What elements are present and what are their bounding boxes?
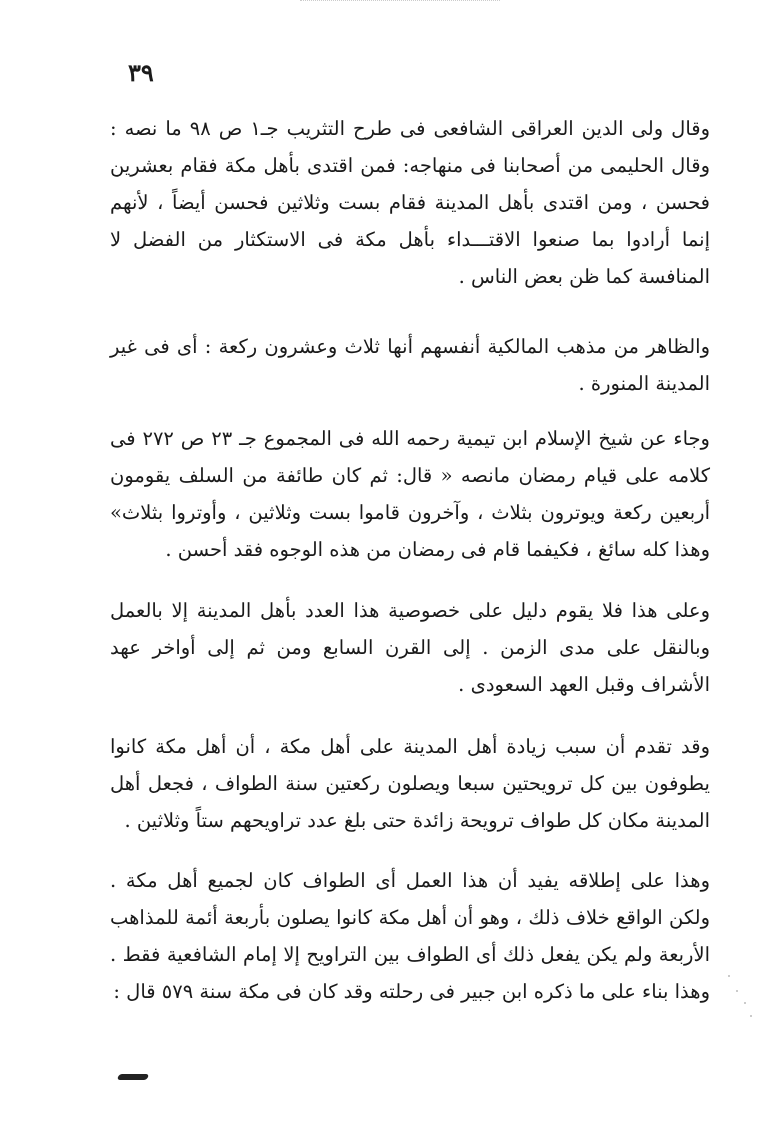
paragraph-6: وهذا على إطلاقه يفيد أن هذا العمل أى الطواف كان لجميع أهل مكة . ولكن الواقع خلاف ذلك ، وهو أن أهل مكة كانوا يصلون بأربعة أئمة للمذاهب الأربعة ولم يكن يفعل ذلك أى الطواف بين التراويح إلا إمام الشافعية فقط . وهذا بناء على ما ذكره ابن جبير فى رحلته وقد كان فى مكة سنة ٥٧٩ قال : (110, 869, 710, 1003)
page-number: ٣٩ (128, 58, 154, 87)
paragraph-4: وعلى هذا فلا يقوم دليل على خصوصية هذا العدد بأهل المدينة إلا بالعمل وبالنقل على مدى الزمن . إلى القرن السابع ومن ثم إلى أواخر عهد الأشراف وقبل العهد السعودى . (110, 599, 710, 696)
scan-speckle (750, 1015, 752, 1017)
footer-ornament (117, 1074, 149, 1080)
top-rule (300, 0, 500, 2)
paragraph-2: والظاهر من مذهب المالكية أنفسهم أنها ثلاث وعشرون ركعة : أى فى غير المدينة المنورة . (110, 335, 710, 395)
scan-speckle (736, 990, 738, 992)
scan-speckle (744, 1002, 746, 1004)
scan-speckle (728, 975, 730, 977)
paragraph-5: وقد تقدم أن سبب زيادة أهل المدينة على أهل مكة ، أن أهل مكة كانوا يطوفون بين كل ترويحتين سبعا ويصلون ركعتين سنة الطواف ، فجعل أهل المدينة مكان كل طواف ترويحة زائدة حتى بلغ عدد تراويحهم ستاً وثلاثين . (110, 735, 710, 832)
paragraph-3: وجاء عن شيخ الإسلام ابن تيمية رحمه الله فى المجموع جـ ٢٣ ص ٢٧٢ فى كلامه على قيام رمضان مانصه « قال: ثم كان طائفة من السلف يقومون أربعين ركعة ويوترون بثلاث ، وآخرون قاموا بست وثلاثين ، وأوتروا بثلاث» وهذا كله سائغ ، فكيفما قام فى رمضان من هذه الوجوه فقد أحسن . (110, 427, 710, 561)
paragraph-1: وقال ولى الدين العراقى الشافعى فى طرح التثريب جـ١ ص ٩٨ ما نصه : وقال الحليمى من أصحابنا فى منهاجه: فمن اقتدى بأهل مكة فقام بعشرين فحسن ، ومن اقتدى بأهل المدينة فقام بست وثلاثين فحسن أيضاً ، لأنهم إنما أرادوا بما صنعوا الاقتـــداء بأهل مكة فى الاستكثار من الفضل لا المنافسة كما ظن بعض الناس . (110, 117, 711, 288)
